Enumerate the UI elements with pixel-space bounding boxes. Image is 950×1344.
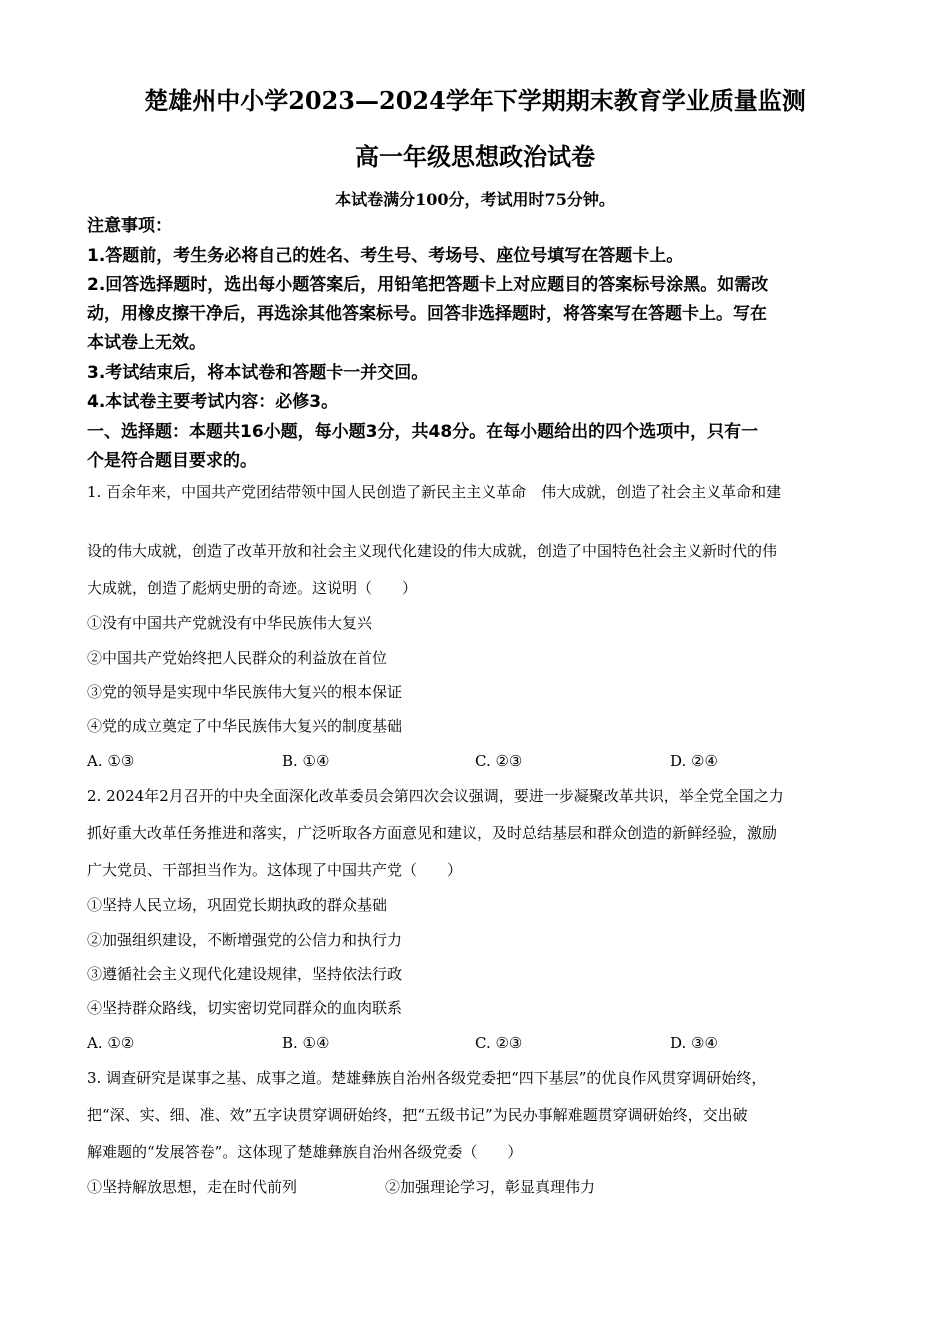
notice-line: 动，用橡皮擦干净后，再选涂其他答案标号。回答非选择题时，将答案写在答题卡上。写在 xyxy=(87,304,767,324)
question-2-stem: 抓好重大改革任务推进和落实，广泛听取各方面意见和建议，及时总结基层和群众创造的新鲜经验，激励 xyxy=(87,824,778,842)
notice-line: 4.本试卷主要考试内容：必修3。 xyxy=(87,392,339,412)
question-2-option-a: A. ①② xyxy=(87,1034,135,1052)
section-heading: 个是符合题目要求的。 xyxy=(87,451,257,471)
notice-line: 2.回答选择题时，选出每小题答案后，用铅笔把答题卡上对应题目的答案标号涂黑。如需改 xyxy=(87,275,769,295)
question-1-item: ④党的成立奠定了中华民族伟大复兴的制度基础 xyxy=(87,717,403,735)
question-1-option-b: B. ①④ xyxy=(282,752,330,770)
question-2-option-c: C. ②③ xyxy=(475,1034,523,1052)
question-2-item: ②加强组织建设，不断增强党的公信力和执行力 xyxy=(87,931,403,949)
question-2-option-d: D. ③④ xyxy=(670,1034,718,1052)
question-1-option-c: C. ②③ xyxy=(475,752,523,770)
question-1-option-a: A. ①③ xyxy=(87,752,135,770)
question-1-item: ②中国共产党始终把人民群众的利益放在首位 xyxy=(87,649,388,667)
notice-line: 本试卷上无效。 xyxy=(87,333,206,353)
question-3-item: ①坚持解放思想，走在时代前列 xyxy=(87,1178,298,1196)
question-3-stem: 把“深、实、细、准、效”五字诀贯穿调研始终，把“五级书记”为民办事解难题贯穿调研始终，交出破 xyxy=(87,1106,748,1124)
question-1-stem: 设的伟大成就，创造了改革开放和社会主义现代化建设的伟大成就，创造了中国特色社会主义新时代的伟 xyxy=(87,542,778,560)
question-3-stem: 解难题的“发展答卷”。这体现了楚雄彝族自治州各级党委（ ） xyxy=(87,1143,523,1161)
question-1-stem: 大成就，创造了彪炳史册的奇迹。这说明（ ） xyxy=(87,579,418,597)
question-2-item: ③遵循社会主义现代化建设规律，坚持依法行政 xyxy=(87,965,403,983)
section-heading: 一、选择题：本题共16小题，每小题3分，共48分。在每小题给出的四个选项中，只有一 xyxy=(87,422,759,442)
question-2-stem: 2. 2024年2月召开的中央全面深化改革委员会第四次会议强调，要进一步凝聚改革共识，举全党全国之力 xyxy=(87,787,784,805)
question-1-stem: 1. 百余年来，中国共产党团结带领中国人民创造了新民主主义革命 伟大成就，创造了社会主义革命和建 xyxy=(87,483,782,501)
notice-line: 3.考试结束后，将本试卷和答题卡一并交回。 xyxy=(87,363,429,383)
question-2-item: ①坚持人民立场，巩固党长期执政的群众基础 xyxy=(87,896,388,914)
question-3-stem: 3. 调查研究是谋事之基、成事之道。楚雄彝族自治州各级党委把“四下基层”的优良作风贯穿调研始终， xyxy=(87,1069,767,1087)
question-2-option-b: B. ①④ xyxy=(282,1034,330,1052)
question-1-option-d: D. ②④ xyxy=(670,752,718,770)
notice-line: 1.答题前，考生务必将自己的姓名、考生号、考场号、座位号填写在答题卡上。 xyxy=(87,246,684,266)
question-3-item: ②加强理论学习，彰显真理伟力 xyxy=(385,1178,596,1196)
exam-subject-title: 高一年级思想政治试卷 xyxy=(355,142,595,171)
question-1-item: ①没有中国共产党就没有中华民族伟大复兴 xyxy=(87,614,373,632)
notice-heading: 注意事项： xyxy=(87,216,172,236)
question-2-item: ④坚持群众路线，切实密切党同群众的血肉联系 xyxy=(87,999,403,1017)
exam-score-time: 本试卷满分100分，考试用时75分钟。 xyxy=(335,190,615,209)
question-2-stem: 广大党员、干部担当作为。这体现了中国共产党（ ） xyxy=(87,861,463,879)
question-1-item: ③党的领导是实现中华民族伟大复兴的根本保证 xyxy=(87,683,403,701)
exam-title: 楚雄州中小学2023—2024学年下学期期末教育学业质量监测 xyxy=(144,86,806,115)
